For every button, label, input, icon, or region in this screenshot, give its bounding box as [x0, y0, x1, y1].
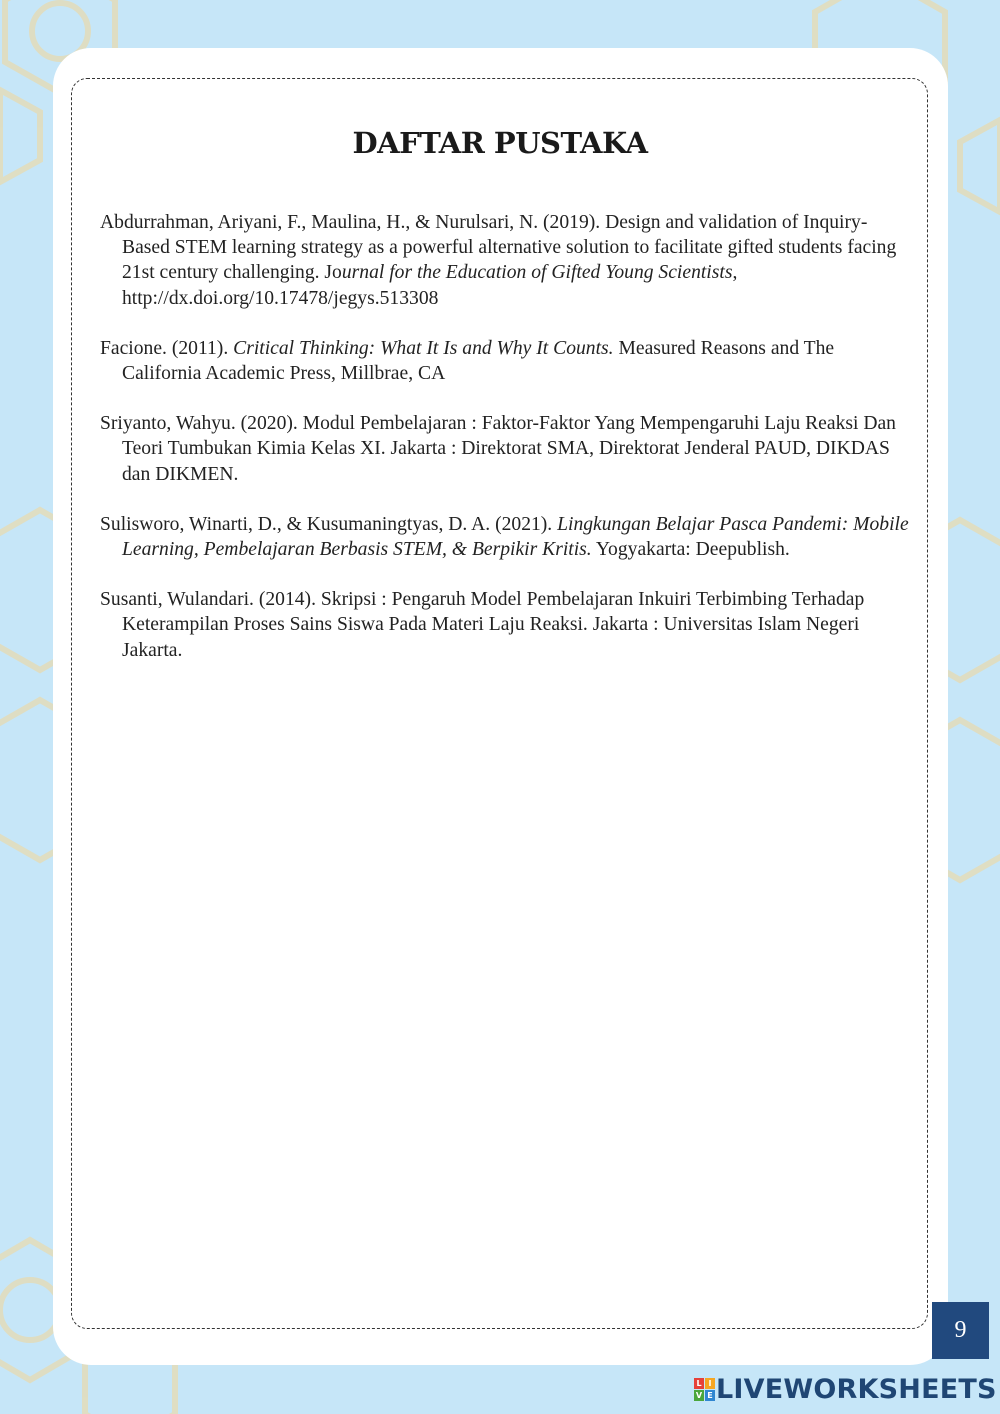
liveworksheets-brand[interactable] [694, 1372, 997, 1406]
reference-italic-text: Lingkungan Belajar Pasca Pandemi: Mobile Learning, Pembelajaran Berbasis STEM, & Berpikir Kritis. [122, 513, 909, 561]
brand-name: LIVEWORKSHEETS [716, 1373, 997, 1405]
reference-item [100, 210, 912, 311]
reference-item [100, 512, 912, 562]
reference-italic-text: urnal for the Education of Gifted Young Scientists [341, 262, 733, 284]
page-number-badge [932, 1302, 989, 1359]
reference-text: Measured Reasons and The California Academic Press, Millbrae, CA [122, 337, 835, 385]
page-title: DAFTAR PUSTAKA [352, 126, 648, 160]
logo-letter: E [705, 1390, 715, 1401]
reference-text: Susanti, Wulandari. (2014). Skripsi : Pengaruh Model Pembelajaran Inkuiri Terbimbing Terhadap Keterampilan Proses Sains Siswa Pada Materi Laju Reaksi. Jakarta : Universitas Islam Negeri Jakarta. [100, 589, 865, 661]
logo-letter: V [695, 1391, 703, 1400]
page-number: 9 [954, 1317, 967, 1343]
logo-letter: I [705, 1378, 715, 1389]
reference-text: Facione. (2011). [100, 337, 234, 359]
reference-item [100, 336, 912, 386]
reference-text: Sulisworo, Winarti, D., & Kusumaningtyas, D. A. (2021). [100, 513, 558, 535]
reference-list [100, 210, 912, 688]
logo-letter: L [694, 1378, 704, 1389]
reference-text: Sriyanto, Wahyu. (2020). Modul Pembelajaran : Faktor-Faktor Yang Mempengaruhi Laju Reaksi Dan Teori Tumbukan Kimia Kelas XI. Jakarta : Direktorat SMA, Direktorat Jenderal PAUD, DIKDAS dan DIKMEN. [100, 413, 896, 485]
reference-text: , http://dx.doi.org/10.17478/jegys.513308 [122, 262, 738, 309]
reference-item [100, 411, 912, 487]
reference-text: Abdurrahman, Ariyani, F., Maulina, H., & Nurulsari, N. (2019). Design and validation of Inquiry-Based STEM learning strategy as a powerful alternative solution to facilitate gifted students facing 21st century challenging. Jo [100, 212, 897, 284]
reference-item [100, 587, 912, 663]
reference-italic-text: Critical Thinking: What It Is and Why It Counts. [233, 337, 614, 359]
liveworksheets-logo-icon [694, 1378, 714, 1400]
reference-text: Yogyakarta: Deepublish. [591, 539, 790, 561]
